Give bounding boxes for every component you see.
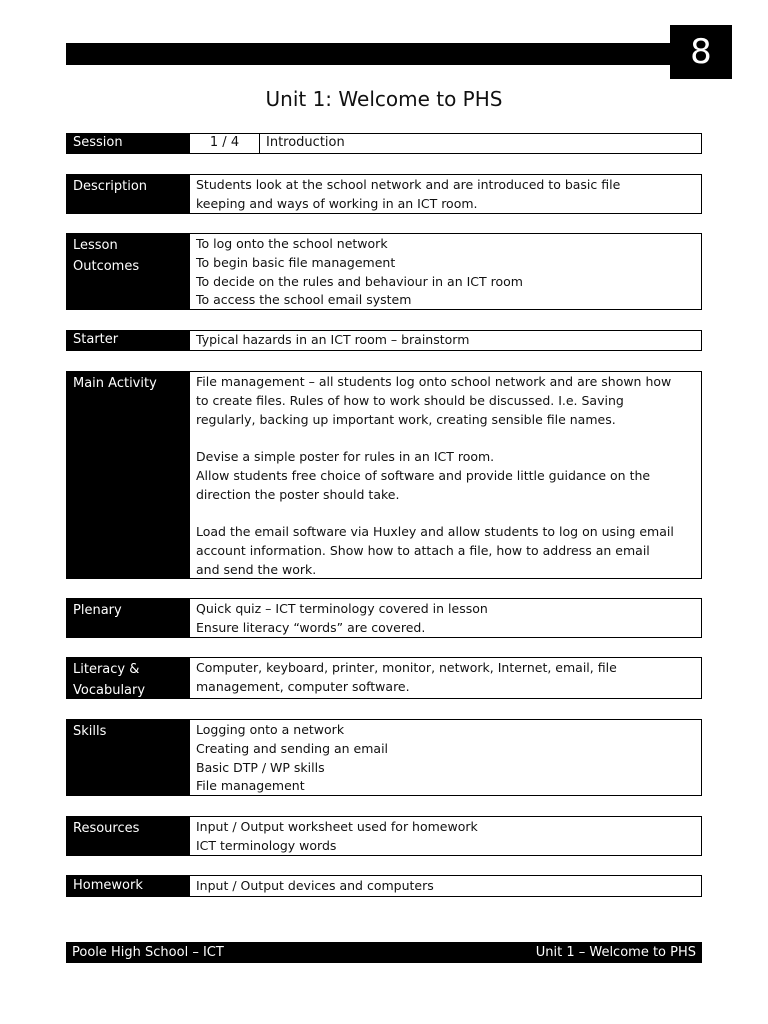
footer-bar <box>66 942 702 963</box>
resources-row <box>66 816 702 856</box>
session-label: Session <box>67 134 190 153</box>
literacy-label: Literacy & Vocabulary <box>67 658 190 698</box>
outcomes-label: Lesson Outcomes <box>67 234 190 309</box>
homework-text: Input / Output devices and computers <box>196 878 434 893</box>
main-activity-text: File management – all students log onto school network and are shown how to create files. Rules of how to work should be discussed. I.e. Saving regularly, backing up important work, creating sensible file names. Devise a simple poster for rules in an ICT room. Allow students free choice of software and provide little guidance on the direction the poster should take. Load the email software via Huxley and allow students to log on using email account information. Show how to attach a file, how to address an email and send the work. <box>196 374 674 577</box>
footer-right: Unit 1 – Welcome to PHS <box>535 945 696 960</box>
starter-label: Starter <box>67 331 190 350</box>
outcomes-text: To log onto the school network To begin basic file management To decide on the rules and behaviour in an ICT room To access the school email system <box>196 236 523 308</box>
resources-label: Resources <box>67 817 190 855</box>
plenary-label: Plenary <box>67 599 190 637</box>
session-name: Introduction <box>266 135 345 150</box>
footer-left: Poole High School – ICT <box>72 945 224 960</box>
literacy-row <box>66 657 702 699</box>
homework-row <box>66 875 702 897</box>
starter-text: Typical hazards in an ICT room – brainstorm <box>196 332 470 347</box>
literacy-text: Computer, keyboard, printer, monitor, network, Internet, email, file management, computer software. <box>196 660 617 694</box>
skills-label: Skills <box>67 720 190 795</box>
header-bar <box>66 43 670 65</box>
page-number: 8 <box>670 25 732 79</box>
outcomes-row <box>66 233 702 310</box>
main-activity-row <box>66 371 702 579</box>
main-activity-label: Main Activity <box>67 372 190 578</box>
plenary-row <box>66 598 702 638</box>
session-row <box>66 133 702 154</box>
description-row <box>66 174 702 214</box>
skills-text: Logging onto a network Creating and sending an email Basic DTP / WP skills File management <box>196 722 389 794</box>
plenary-text: Quick quiz – ICT terminology covered in lesson Ensure literacy “words” are covered. <box>196 601 488 635</box>
session-number: 1 / 4 <box>190 134 260 153</box>
description-label: Description <box>67 175 190 213</box>
starter-row <box>66 330 702 351</box>
resources-text: Input / Output worksheet used for homework ICT terminology words <box>196 819 478 853</box>
page-title: Unit 1: Welcome to PHS <box>265 87 503 111</box>
skills-row <box>66 719 702 796</box>
homework-label: Homework <box>67 876 190 896</box>
description-text: Students look at the school network and are introduced to basic file keeping and ways of working in an ICT room. <box>196 177 621 211</box>
